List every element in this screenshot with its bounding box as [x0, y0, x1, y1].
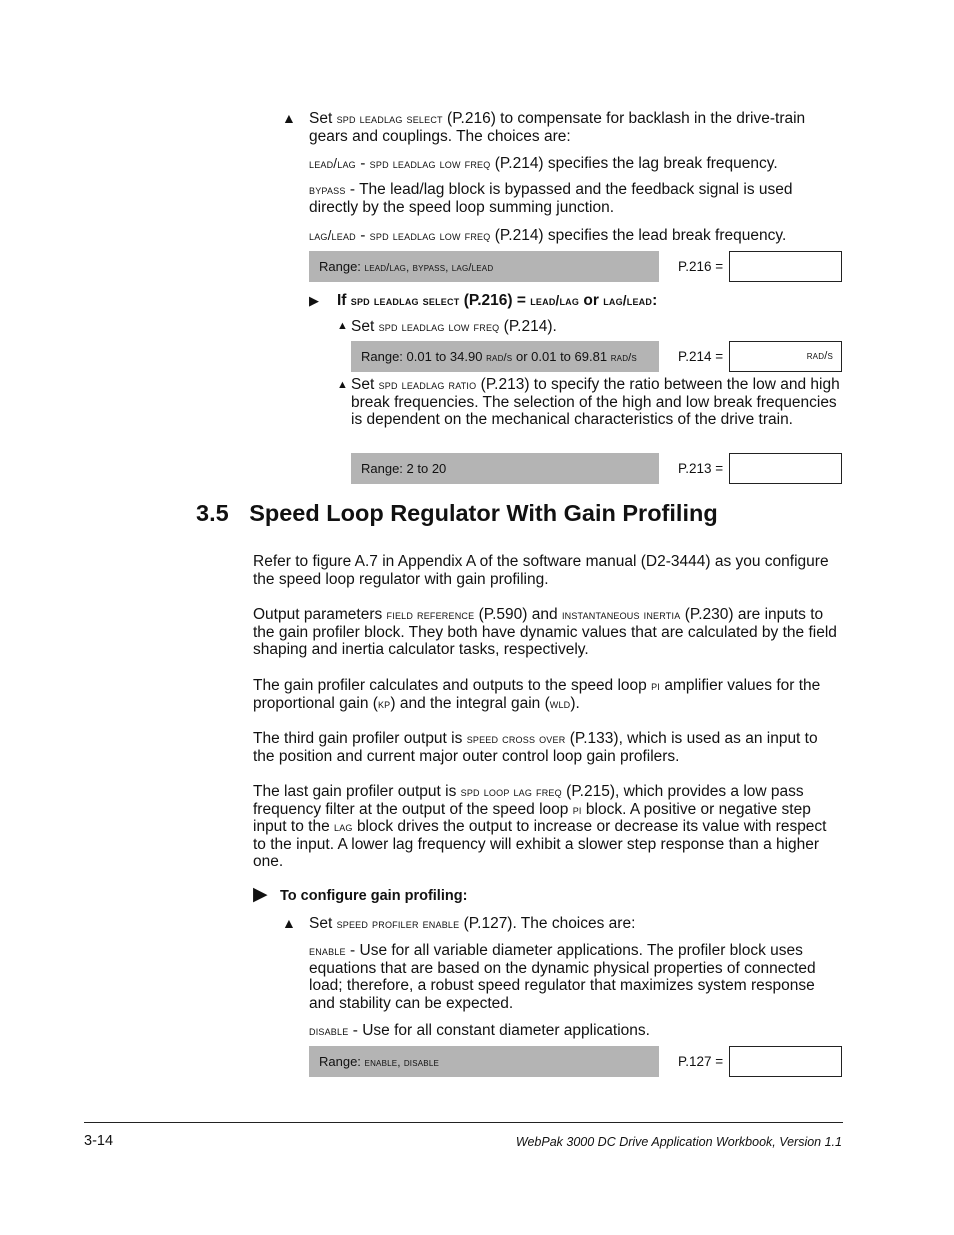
p4-c: (P.133), which is used as an input to the position and current major outer control loop gain profilers.: [253, 730, 818, 765]
paragraph-3: [253, 677, 843, 712]
small-triangle-icon: ▲: [337, 379, 348, 391]
cond-val2: lag/lead: [603, 293, 653, 308]
choice-text: (P.214) specifies the lag break frequency.: [494, 155, 778, 172]
choice-sep: -: [360, 155, 366, 172]
choice-lag-lead: [309, 227, 849, 245]
choice-param: spd leadlag low freq: [369, 228, 491, 243]
range-bar-p127: [309, 1046, 659, 1077]
p3-b: pi: [651, 678, 661, 693]
param-label-p213: P.213 =: [678, 461, 724, 476]
p2-b: field reference: [386, 607, 475, 622]
range-text: Range: 0.01 to 34.90: [361, 349, 483, 364]
param-label-p214: P.214 =: [678, 349, 724, 364]
set-prefix: Set: [309, 915, 333, 932]
p5-e: block. A positive or negative step input to the: [253, 800, 811, 835]
p3-f: wld: [549, 695, 571, 711]
p2-d: instantaneous inertia: [561, 607, 681, 622]
param-name: spd leadlag select: [336, 111, 443, 126]
p5-f: lag: [334, 819, 353, 834]
arrow-bullet-icon: ▶: [309, 293, 319, 308]
p2-a: Output parameters: [253, 606, 383, 623]
choice-bypass: [309, 181, 839, 216]
choice-name: disable: [309, 1023, 349, 1038]
section-number: 3.5: [196, 500, 229, 526]
cond-val1: lead/lag: [530, 293, 580, 308]
p2-e: (P.230) are inputs to the gain profiler block. They both have dynamic values that are calculated by the field shaping and inertia calculator tasks, respectively.: [253, 606, 837, 658]
param-name: spd leadlag low freq: [378, 319, 500, 334]
choice-param: spd leadlag low freq: [369, 156, 491, 171]
range-unit: rad/s: [486, 352, 513, 364]
p1-text: Refer to figure A.7 in Appendix A of the software manual (D2-3444) as you configure the speed loop regulator with gain profiling.: [253, 553, 829, 588]
bullet1-text: [309, 110, 844, 145]
p5-a: The last gain profiler output is: [253, 783, 457, 800]
p5-b: spd loop lag freq: [460, 784, 562, 799]
set-prefix: Set: [351, 318, 375, 335]
range-values: enable, disable: [364, 1057, 440, 1069]
paragraph-5: [253, 783, 843, 871]
param-input-p214[interactable]: [729, 341, 842, 372]
param-input-p216[interactable]: [729, 251, 842, 282]
p3-d: kp: [377, 695, 391, 711]
procedure-desc: (P.127). The choices are:: [463, 915, 636, 932]
param-label-p127: P.127 =: [678, 1054, 724, 1069]
choice-text: - The lead/lag block is bypassed and the feedback signal is used directly by the speed loop summing junction.: [309, 181, 793, 216]
param-input-p127[interactable]: [729, 1046, 842, 1077]
choice-text: - Use for all variable diameter applications. The profiler block uses equations that are based on the dynamic physical properties of connected load; therefore, a robust speed regulator that maximizes system response and stability can be expected.: [309, 942, 816, 1012]
footer-title: WebPak 3000 DC Drive Application Workbook, Version 1.1: [515, 1135, 842, 1149]
range-prefix: Range:: [319, 1054, 361, 1069]
p4-b: speed cross over: [466, 731, 566, 746]
sub2-text: [351, 376, 843, 429]
p3-a: The gain profiler calculates and outputs to the speed loop: [253, 677, 647, 694]
cond-or: or: [583, 292, 599, 309]
p5-d: pi: [572, 801, 582, 817]
procedure-arrow-icon: ▶: [253, 884, 268, 905]
choice-text: (P.214) specifies the lead break frequency.: [494, 227, 787, 244]
choice-enable: [309, 942, 844, 1012]
paragraph-1: [253, 553, 843, 588]
page-number: 3-14: [84, 1133, 114, 1149]
range-unit: rad/s: [610, 352, 637, 364]
range-prefix: Range:: [319, 259, 361, 274]
paragraph-4: [253, 730, 843, 765]
choice-disable: [309, 1022, 844, 1040]
paragraph-2: [253, 606, 843, 659]
choice-sep: -: [360, 227, 366, 244]
range-values: lead/lag, bypass, lag/lead: [364, 262, 494, 274]
cond-mid: (P.216) =: [463, 292, 526, 309]
range-bar-p213: [351, 453, 659, 484]
choice-name: enable: [309, 943, 346, 958]
p4-a: The third gain profiler output is: [253, 730, 463, 747]
p3-c: amplifier values for the proportional gain (: [253, 677, 821, 712]
condition-heading: [337, 292, 657, 310]
p5-g: block drives the output to increase or decrease its value with respect to the input. A lower lag frequency will exhibit a slower step response than a higher one.: [253, 818, 827, 870]
footer-rule: [84, 1122, 843, 1123]
sub2-desc: (P.213) to specify the ratio between the low and high break frequencies. The selection of the high and low break frequencies is dependent on the mechanical characteristics of the drive train.: [351, 376, 840, 428]
procedure-set-text: [309, 915, 635, 933]
param-input-p213[interactable]: [729, 453, 842, 484]
p3-e: ) and the integral gain (: [390, 694, 550, 712]
choice-name: lead/lag: [309, 156, 356, 171]
p3-g: ).: [570, 694, 580, 712]
range-mid: or 0.01 to 69.81: [515, 349, 608, 364]
param-name: spd leadlag ratio: [378, 377, 477, 392]
choice-name: bypass: [309, 182, 346, 197]
unit-label: rad/s: [806, 350, 833, 362]
sub1-desc: (P.214).: [503, 318, 557, 335]
range-bar-p216: [309, 251, 659, 282]
param-name: speed profiler enable: [336, 916, 460, 931]
choice-name: lag/lead: [309, 228, 356, 243]
bullet1-desc: (P.216) to compensate for backlash in the drive-train gears and couplings. The choices are:: [309, 110, 806, 145]
triangle-bullet-icon: ▲: [282, 915, 296, 931]
cond-if: If: [337, 292, 347, 309]
section-title: Speed Loop Regulator With Gain Profiling: [249, 500, 718, 526]
set-prefix: Set: [351, 376, 375, 393]
triangle-bullet-icon: ▲: [282, 110, 296, 126]
choice-text: - Use for all constant diameter applications.: [352, 1022, 650, 1039]
procedure-heading: To configure gain profiling:: [280, 888, 468, 904]
small-triangle-icon: ▲: [337, 320, 348, 332]
sub1-text: [351, 318, 557, 336]
p5-c: (P.215), which provides a low pass frequency filter at the output of the speed loop: [253, 783, 804, 818]
param-label-p216: P.216 =: [678, 259, 724, 274]
range-text: Range: 2 to 20: [361, 461, 447, 476]
cond-colon: :: [652, 292, 658, 309]
choice-lead-lag: [309, 155, 844, 173]
set-prefix: Set: [309, 110, 333, 127]
range-bar-p214: [351, 341, 659, 372]
cond-param: spd leadlag select: [350, 293, 460, 308]
section-heading: [196, 500, 718, 526]
p2-c: (P.590) and: [478, 606, 558, 623]
